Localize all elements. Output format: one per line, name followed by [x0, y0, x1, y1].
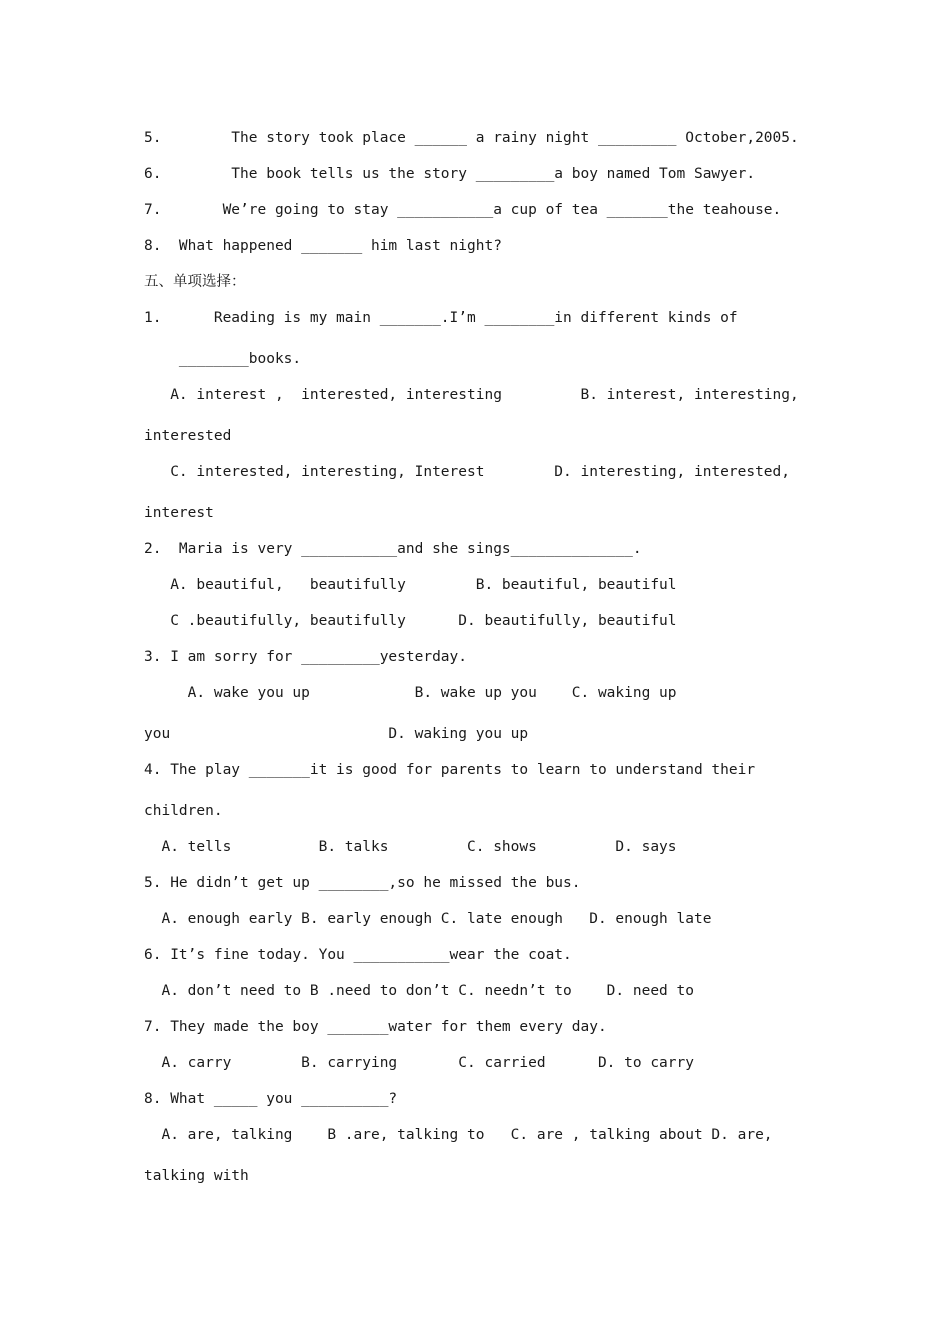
- question-8: 8. What _____ you __________?: [144, 1091, 398, 1107]
- question-1: 1. Reading is my main _______.I’m ________in different kinds of: [144, 310, 738, 326]
- question-5: 5. He didn’t get up ________,so he missed the bus.: [144, 875, 581, 891]
- question-8-options: A. are, talking B .are, talking to C. are , talking about D. are,: [144, 1127, 773, 1143]
- question-7-options: A. carry B. carrying C. carried D. to carry: [144, 1055, 694, 1071]
- question-4: 4. The play _______it is good for parents to learn to understand their: [144, 762, 756, 778]
- question-1-options-cd: C. interested, interesting, Interest D. interesting, interested,: [144, 464, 791, 480]
- question-5-options: A. enough early B. early enough C. late enough D. enough late: [144, 911, 712, 927]
- question-3-options-wrap: you D. waking you up: [144, 726, 529, 742]
- question-2-options-cd: C .beautifully, beautifully D. beautifully, beautiful: [144, 613, 677, 629]
- section-title: 五、单项选择：: [144, 274, 246, 290]
- question-2-options-ab: A. beautiful, beautifully B. beautiful, beautiful: [144, 577, 677, 593]
- question-8-options-wrap: talking with: [144, 1168, 249, 1184]
- fill-blank-item-6: 6. The book tells us the story _________a boy named Tom Sawyer.: [144, 166, 756, 182]
- question-1-options-wrap-2: interest: [144, 505, 214, 521]
- question-3-options: A. wake you up B. wake up you C. waking up: [144, 685, 677, 701]
- fill-blank-item-5: 5. The story took place ______ a rainy night _________ October,2005.: [144, 130, 799, 146]
- question-1-continuation: ________books.: [144, 351, 302, 367]
- question-1-options-ab: A. interest , interested, interesting B. interest, interesting,: [144, 387, 799, 403]
- question-7: 7. They made the boy _______water for them every day.: [144, 1019, 607, 1035]
- question-2: 2. Maria is very ___________and she sings______________.: [144, 541, 642, 557]
- question-4-continuation: children.: [144, 803, 223, 819]
- question-6-options: A. don’t need to B .need to don’t C. needn’t to D. need to: [144, 983, 694, 999]
- fill-blank-item-8: 8. What happened _______ him last night?: [144, 238, 502, 254]
- question-4-options: A. tells B. talks C. shows D. says: [144, 839, 677, 855]
- question-3: 3. I am sorry for _________yesterday.: [144, 649, 468, 665]
- question-1-options-wrap: interested: [144, 428, 232, 444]
- fill-blank-item-7: 7. We’re going to stay ___________a cup of tea _______the teahouse.: [144, 202, 782, 218]
- question-6: 6. It’s fine today. You ___________wear the coat.: [144, 947, 572, 963]
